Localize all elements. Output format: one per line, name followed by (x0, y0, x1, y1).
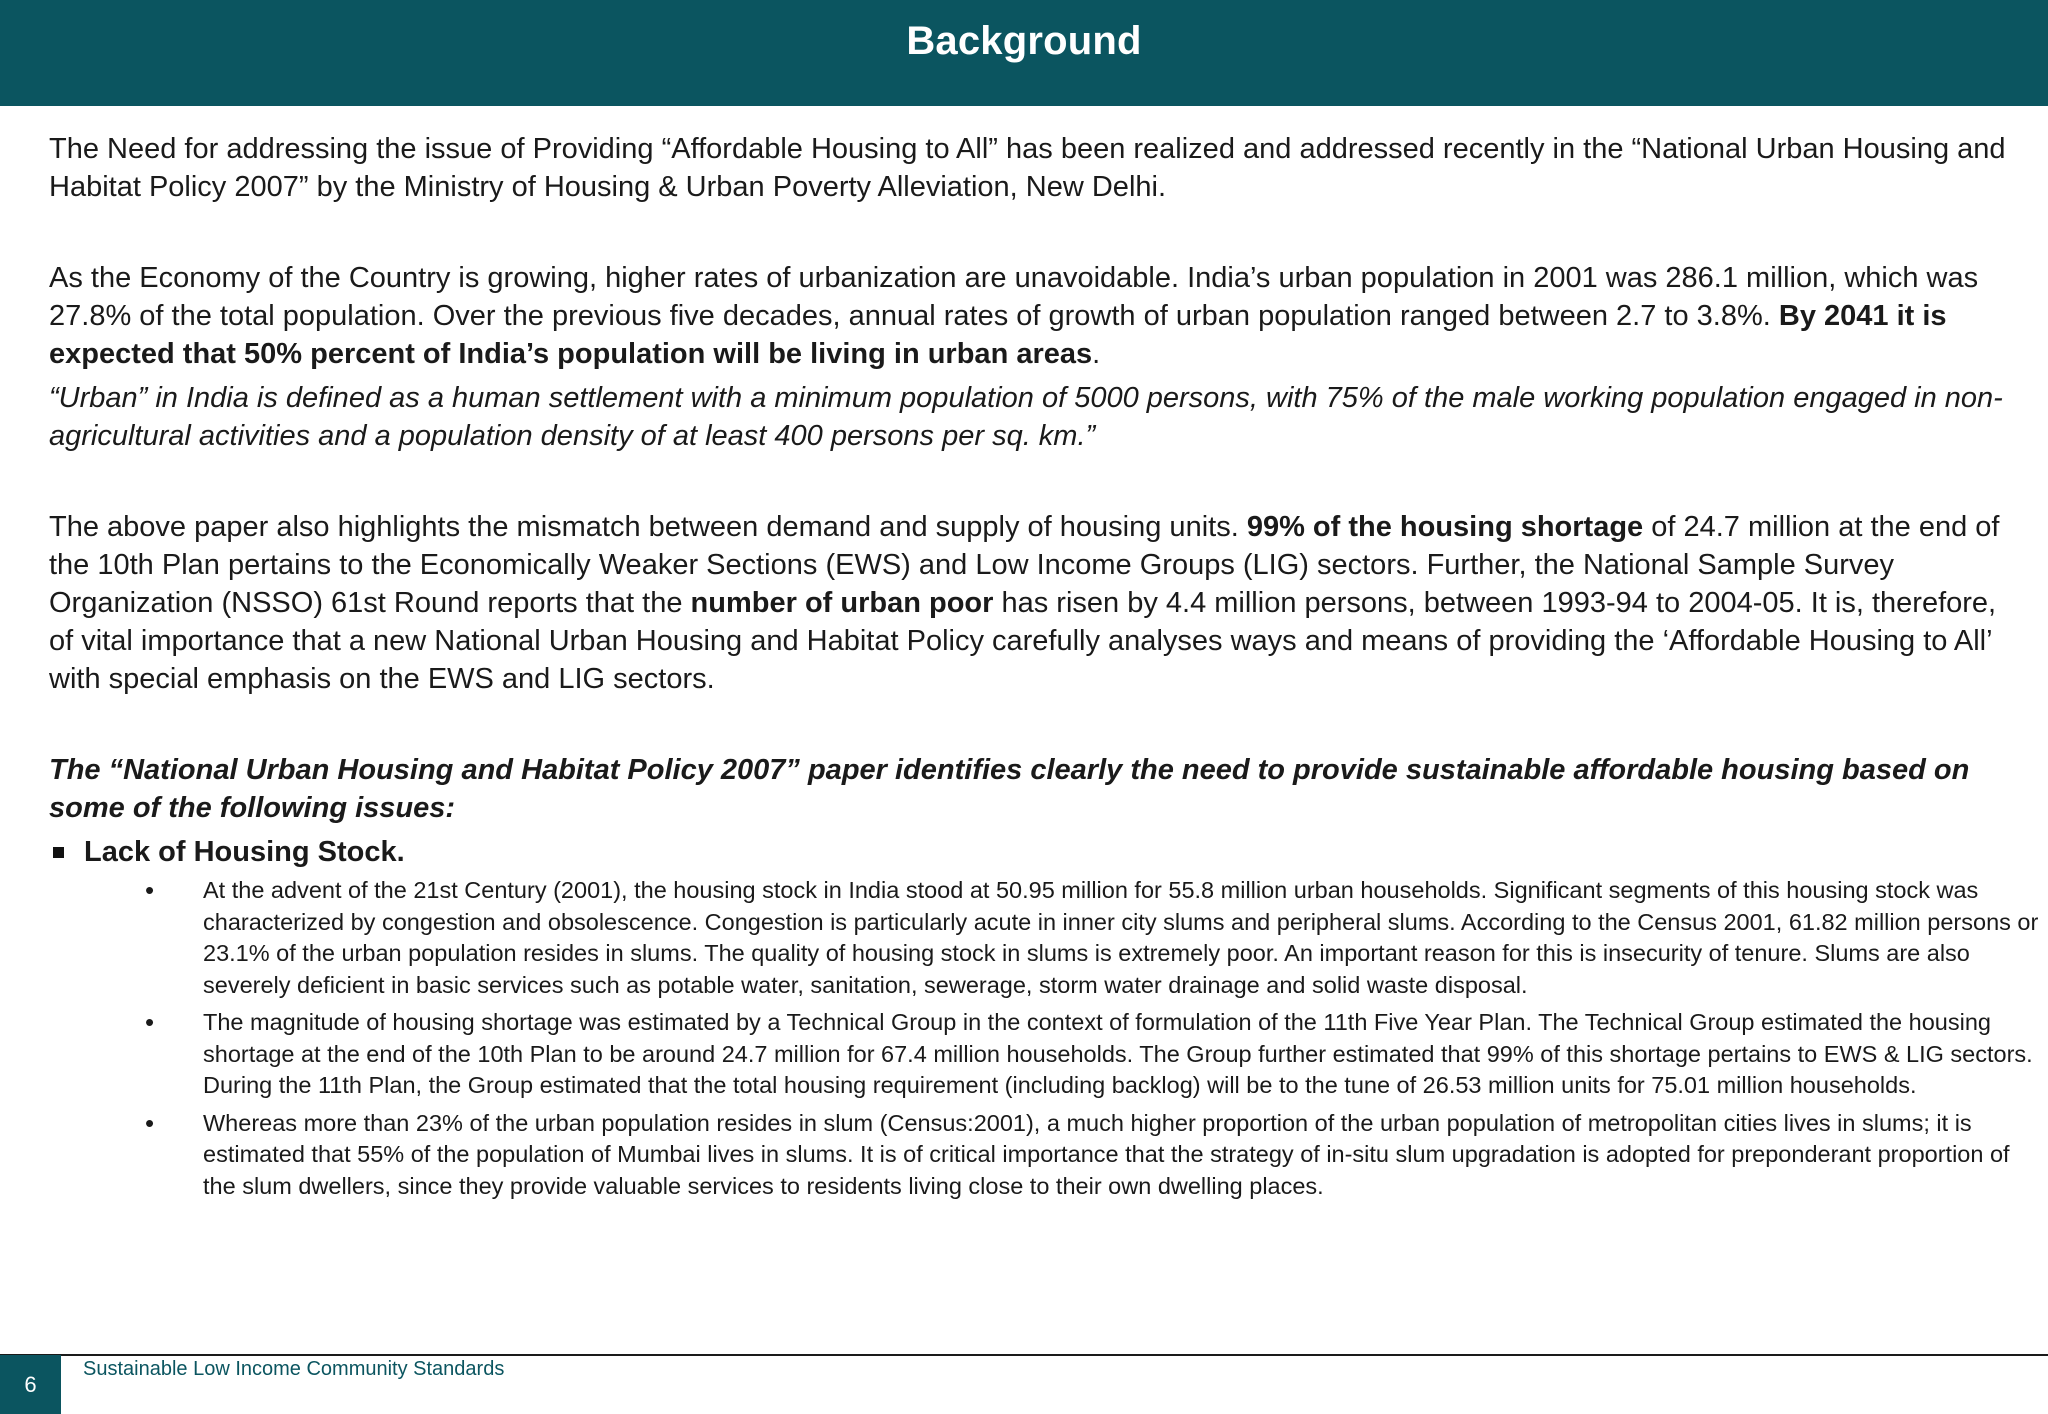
urbanization-end: . (1092, 338, 1101, 370)
mismatch-text-2: of 24.7 million at the end of the 10th Plan pertains to the Economically Weaker Sections (EWS) and Low Income Groups (LIG) sectors. Further, the National Sample Survey Organization (NSSO) 61st Round reports that the (49, 511, 2000, 619)
main-content (49, 130, 2039, 1208)
mismatch-bold-2: number of urban poor (690, 587, 994, 619)
section-heading (49, 833, 2009, 871)
list-item-text: The magnitude of housing shortage was estimated by a Technical Group in the context of formulation of the 11th Five Year Plan. The Technical Group estimated the housing shortage at the end of the 10th Plan to be around 24.7 million for 67.4 million households. The Group further estimated that 99% of this shortage pertains to EWS & LIG sectors. During the 11th Plan, the Group estimated that the total housing requirement (including backlog) will be to the tune of 26.53 million units for 75.01 million households. (203, 1009, 2033, 1098)
mismatch-paragraph (49, 508, 2009, 698)
intro-paragraph: The Need for addressing the issue of Providing “Affordable Housing to All” has been realized and addressed recently in the “National Urban Housing and Habitat Policy 2007” by the Ministry of Housing & Urban Poverty Alleviation, New Delhi. (49, 133, 2006, 203)
bullet-dot-icon: • (145, 1007, 155, 1037)
mismatch-text-1: The above paper also highlights the mismatch between demand and supply of housing units. (49, 511, 1247, 543)
housing-stock-list (49, 875, 2039, 1202)
page-number: 6 (24, 1371, 37, 1397)
section-heading-label: Lack of Housing Stock. (84, 836, 405, 868)
page-title: Background (906, 18, 1142, 63)
footer-title: Sustainable Low Income Community Standards (83, 1358, 505, 1380)
policy-paragraph: The “National Urban Housing and Habitat Policy 2007” paper identifies clearly the need to provide sustainable affordable housing based on some of the following issues: (49, 754, 1970, 824)
list-item (49, 1108, 2043, 1203)
list-item (49, 875, 2043, 1001)
urbanization-paragraph (49, 259, 2009, 373)
list-item-text: At the advent of the 21st Century (2001), the housing stock in India stood at 50.95 million for 55.8 million urban households. Significant segments of this housing stock was characterized by congestion and obsolescence. Congestion is particularly acute in inner city slums and peripheral slums. According to the Census 2001, 61.82 million persons or 23.1% of the urban population resides in slums. The quality of housing stock in slums is extremely poor. An important reason for this is insecurity of tenure. Slums are also severely deficient in basic services such as potable water, sanitation, sewerage, storm water drainage and solid waste disposal. (203, 877, 2039, 998)
urbanization-text: As the Economy of the Country is growing, higher rates of urbanization are unavoidable. India’s urban population in 2001 was 286.1 million, which was 27.8% of the total population. Over the previous five decades, annual rates of growth of urban population ranged between 2.7 to 3.8%. (49, 262, 1979, 332)
mismatch-text-3: has risen by 4.4 million persons, between 1993-94 to 2004-05. It is, therefore, of vital importance that a new National Urban Housing and Habitat Policy carefully analyses ways and means of providing the ‘Affordable Housing to All’ with special emphasis on the EWS and LIG sectors. (49, 587, 1997, 695)
urban-definition-paragraph: “Urban” in India is defined as a human settlement with a minimum population of 5000 persons, with 75% of the male working population engaged in non-agricultural activities and a population density of at least 400 persons per sq. km.” (49, 382, 2003, 452)
list-item (49, 1007, 2043, 1102)
page-number-badge (0, 1355, 61, 1414)
mismatch-bold-1: 99% of the housing shortage (1246, 511, 1644, 543)
list-item-text: Whereas more than 23% of the urban population resides in slum (Census:2001), a much higher proportion of the urban population of metropolitan cities lives in slums; it is estimated that 55% of the population of Mumbai lives in slums. It is of critical importance that the strategy of in-situ slum upgradation is adopted for preponderant proportion of the slum dwellers, since they provide valuable services to residents living close to their own dwelling places. (203, 1109, 2010, 1199)
header-bar (0, 0, 2048, 106)
urbanization-bold: By 2041 it is expected that 50% percent of India’s population will be living in urban areas (49, 300, 1947, 370)
square-bullet-icon (53, 847, 64, 858)
bullet-dot-icon: • (145, 1107, 155, 1138)
footer-divider (0, 1354, 2048, 1356)
bullet-dot-icon: • (145, 875, 155, 905)
